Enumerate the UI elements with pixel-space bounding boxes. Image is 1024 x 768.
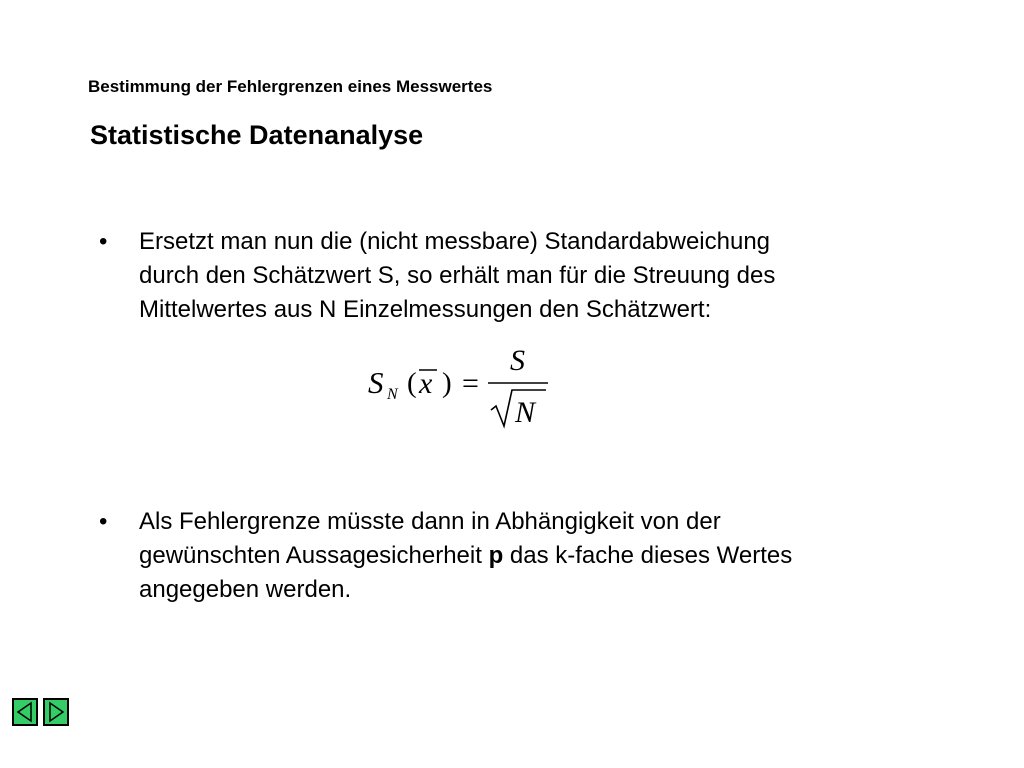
slide-subtitle: Bestimmung der Fehlergrenzen eines Messwertes	[88, 77, 493, 96]
standard-error-formula	[360, 338, 560, 438]
bullet-marker: •	[99, 228, 108, 255]
next-slide-button[interactable]	[43, 698, 69, 726]
bullet-marker: •	[99, 508, 108, 535]
bullet-line: durch den Schätzwert S, so erhält man für die Streuung des	[139, 262, 776, 289]
confidence-symbol: p	[488, 542, 504, 569]
triangle-right-icon	[44, 699, 68, 725]
bullet-line: Ersetzt man nun die (nicht messbare) Standardabweichung	[139, 228, 771, 255]
formula-svg	[360, 338, 560, 438]
bullet-text-segment: das k-fache dieses Wertes	[503, 542, 793, 569]
bullet-text	[139, 505, 919, 607]
bullet-point-1	[99, 225, 919, 335]
formula-close-paren: )	[442, 367, 452, 399]
formula-denominator: N	[515, 396, 536, 429]
formula-lhs-subscript: N	[387, 386, 398, 403]
bullet-line	[139, 539, 919, 573]
previous-slide-button[interactable]	[12, 698, 38, 726]
formula-argument: x	[419, 367, 433, 400]
formula-equals: =	[462, 367, 479, 400]
bullet-text	[139, 225, 919, 327]
bullet-line: Mittelwertes aus N Einzelmessungen den Schätzwert:	[139, 296, 712, 323]
bullet-text-segment: gewünschten Aussagesicherheit	[139, 542, 489, 569]
formula-lhs-symbol: S	[368, 365, 384, 400]
formula-open-paren: (	[407, 367, 417, 399]
triangle-left-icon	[13, 699, 37, 725]
formula-numerator: S	[510, 344, 525, 377]
bullet-point-2	[99, 505, 919, 615]
bullet-line: angegeben werden.	[139, 576, 352, 603]
bullet-line: Als Fehlergrenze müsste dann in Abhängigkeit von der	[139, 508, 721, 535]
slide-title: Statistische Datenanalyse	[90, 120, 424, 150]
